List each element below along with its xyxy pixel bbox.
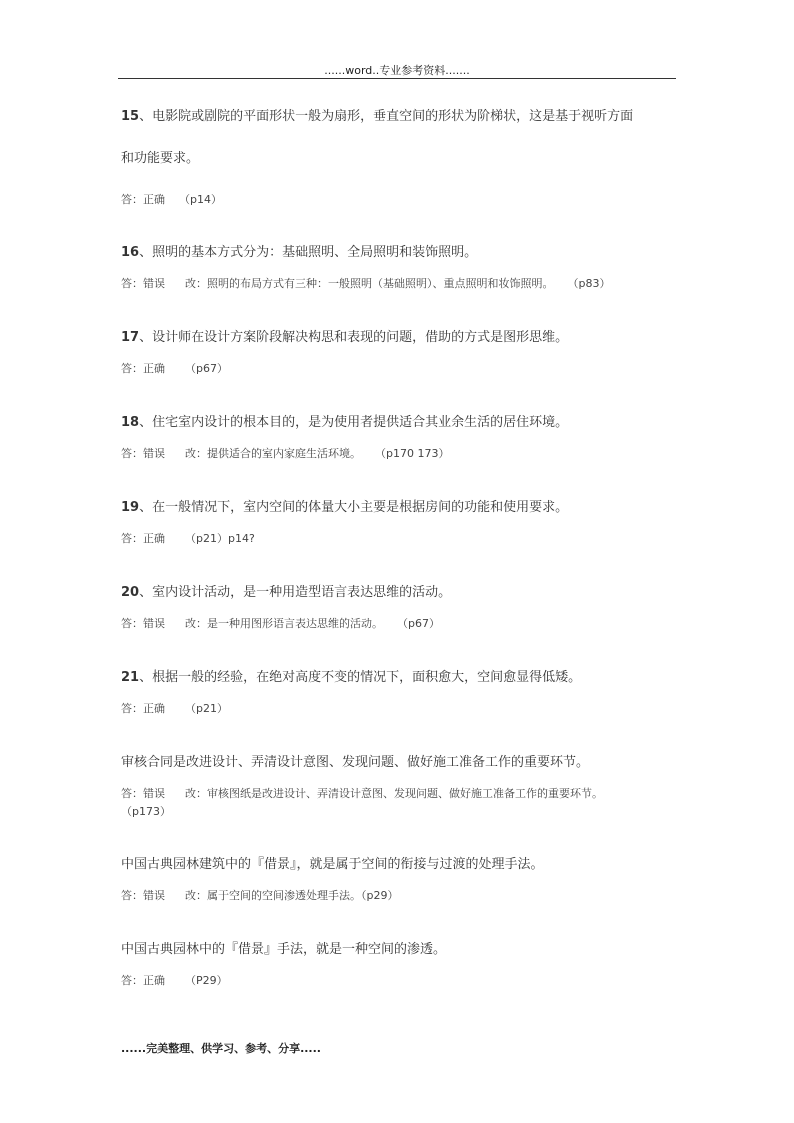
answer-reference: （p14） — [179, 193, 222, 206]
question-line: 、室内设计活动，是一种用造型语言表达思维的活动。 — [139, 585, 452, 600]
answer-verdict: 错误 — [143, 617, 165, 630]
question-item-borrowed-scenery-1 — [121, 854, 676, 876]
question-item-21 — [121, 667, 676, 689]
answer-prefix: 答： — [121, 702, 143, 715]
answer-verdict: 错误 — [143, 787, 165, 800]
answer-line — [121, 700, 676, 718]
answer-line — [121, 445, 676, 463]
answer-prefix: 答： — [121, 617, 143, 630]
question-line: 、照明的基本方式分为：基础照明、全局照明和装饰照明。 — [139, 245, 478, 260]
answer-reference: （p67） — [397, 617, 440, 630]
question-line: 、住宅室内设计的根本目的，是为使用者提供适合其业余生活的居住环境。 — [139, 415, 569, 430]
answer-reference: （p173） — [121, 805, 171, 818]
question-text-continued — [121, 148, 676, 170]
question-line: 中国古典园林建筑中的『借景』，就是属于空间的衔接与过渡的处理手法。 — [121, 857, 544, 872]
answer-reference: （P29） — [185, 974, 228, 987]
question-text — [121, 106, 676, 128]
question-item-18 — [121, 412, 676, 434]
answer-line — [121, 615, 676, 633]
answer-correction: 改：审核图纸是改进设计、弄清设计意图、发现问题、做好施工准备工作的重要环节。 — [185, 787, 603, 800]
answer-reference: （p83） — [567, 277, 611, 290]
answer-reference: （p170 173） — [375, 447, 450, 460]
answer-reference: （p67） — [185, 362, 228, 375]
question-number: 21 — [121, 670, 140, 685]
answer-correction: 改：是一种用图形语言表达思维的活动。 — [185, 617, 383, 630]
answer-line — [121, 360, 676, 378]
answer-line — [121, 191, 676, 209]
question-number: 15 — [121, 109, 140, 124]
answer-reference: （p21） — [185, 702, 228, 715]
question-line: 、设计师在设计方案阶段解决构思和表现的问题，借助的方式是图形思维。 — [139, 330, 569, 345]
question-number: 16 — [121, 245, 140, 260]
answer-prefix: 答： — [121, 889, 143, 902]
question-line: 、在一般情况下，室内空间的体量大小主要是根据房间的功能和使用要求。 — [139, 500, 569, 515]
answer-reference: （p29） — [361, 889, 399, 902]
question-item-16 — [121, 242, 676, 264]
question-item-20 — [121, 582, 676, 604]
question-line: 、电影院或剧院的平面形状一般为扇形，垂直空间的形状为阶梯状，这是基于视听方面 — [139, 109, 634, 124]
answer-verdict: 错误 — [143, 277, 165, 290]
question-item-borrowed-scenery-2 — [121, 939, 676, 961]
answer-correction: 改：属于空间的空间渗透处理手法。 — [185, 889, 361, 902]
answer-correction: 改：提供适合的室内家庭生活环境。 — [185, 447, 361, 460]
answer-prefix: 答： — [121, 974, 143, 987]
answer-verdict: 正确 — [143, 532, 165, 545]
answer-verdict: 正确 — [143, 362, 165, 375]
answer-prefix: 答： — [121, 362, 143, 375]
document-body — [121, 106, 676, 990]
page-header: ......word..专业参考资料....... — [324, 64, 470, 77]
question-line: 、根据一般的经验，在绝对高度不变的情况下，面积愈大，空间愈显得低矮。 — [139, 670, 582, 685]
answer-prefix: 答： — [121, 277, 143, 290]
header-divider — [118, 78, 676, 79]
answer-prefix: 答： — [121, 532, 143, 545]
answer-prefix: 答： — [121, 193, 143, 206]
question-number: 19 — [121, 500, 140, 515]
question-number: 20 — [121, 585, 140, 600]
answer-reference: （p21）p14? — [185, 532, 255, 545]
answer-verdict: 错误 — [143, 889, 165, 902]
answer-correction: 改：照明的布局方式有三种：一般照明（基础照明）、重点照明和妆饰照明。 — [185, 277, 554, 290]
question-line: 中国古典园林中的『借景』手法，就是一种空间的渗透。 — [121, 942, 447, 957]
page-footer: ......完美整理、供学习、参考、分享..... — [121, 1042, 321, 1055]
answer-prefix: 答： — [121, 787, 143, 800]
question-item-17 — [121, 327, 676, 349]
question-line: 审核合同是改进设计、弄清设计意图、发现问题、做好施工准备工作的重要环节。 — [121, 755, 590, 770]
answer-line — [121, 275, 676, 293]
question-item-contract-review — [121, 752, 676, 774]
question-line: 和功能要求。 — [121, 151, 200, 166]
question-item-19 — [121, 497, 676, 519]
answer-line — [121, 972, 676, 990]
answer-verdict: 正确 — [143, 702, 165, 715]
answer-verdict: 正确 — [143, 193, 165, 206]
answer-verdict: 错误 — [143, 447, 165, 460]
question-number: 18 — [121, 415, 140, 430]
answer-line — [121, 785, 676, 821]
question-item-15 — [121, 106, 676, 176]
answer-verdict: 正确 — [143, 974, 165, 987]
question-number: 17 — [121, 330, 140, 345]
answer-line — [121, 530, 676, 548]
answer-line — [121, 887, 676, 905]
answer-prefix: 答： — [121, 447, 143, 460]
